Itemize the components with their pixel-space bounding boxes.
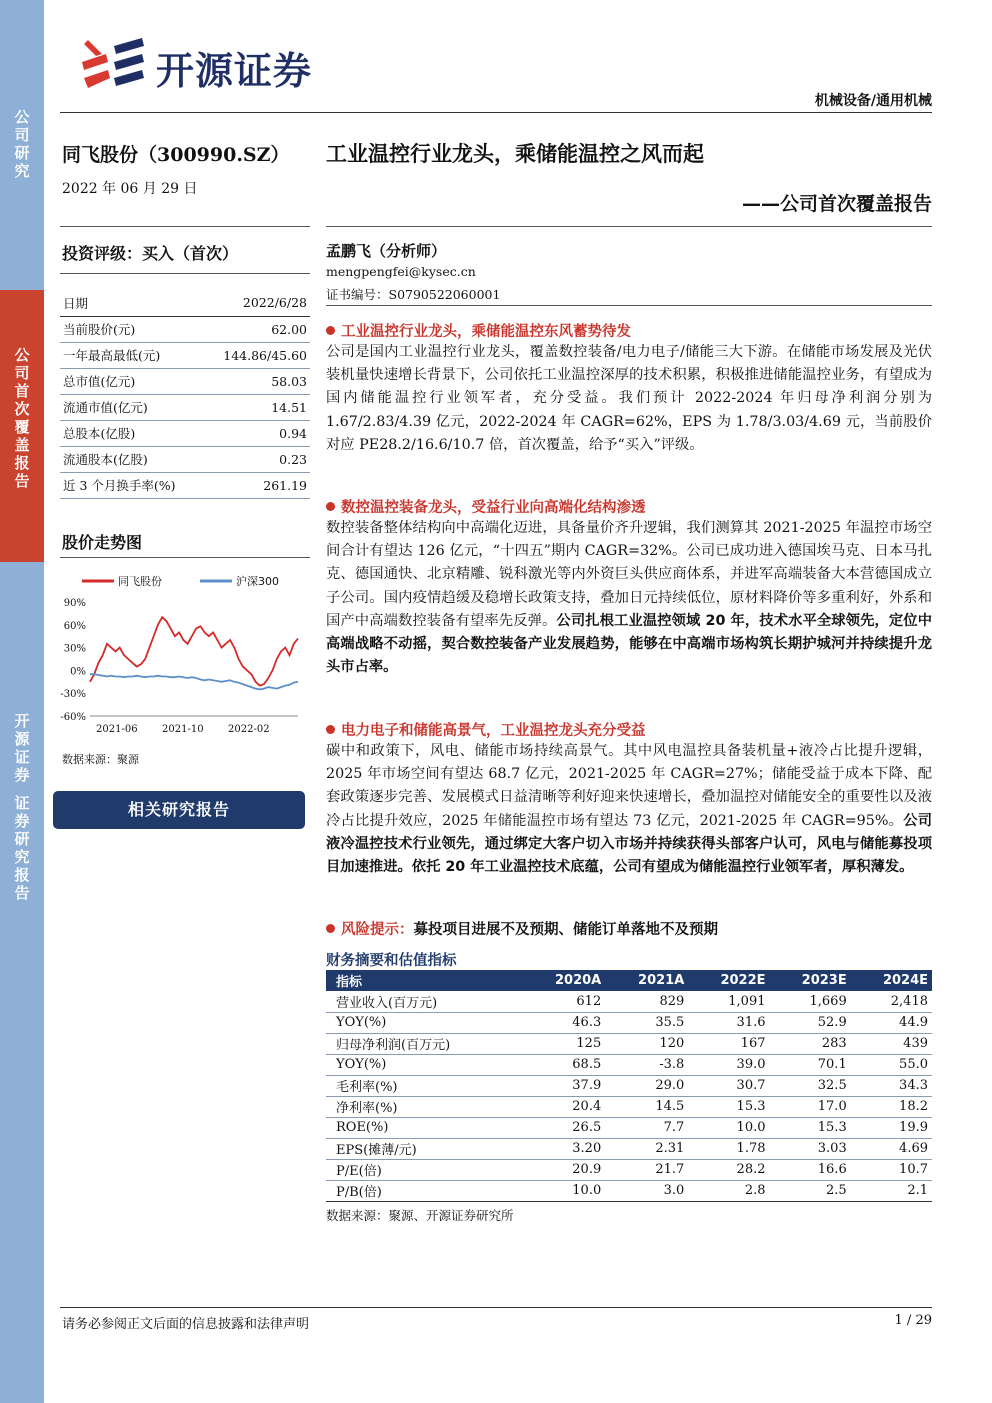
market-data-label: 当前股价(元) [60, 316, 202, 342]
header-divider [60, 112, 932, 113]
section-bold-text: 公司液冷温控技术行业领先，通过绑定大客户切入市场并持续获得头部客户认可，风电与储能募投项目加速推进。依托 20 年工业温控技术底蕴，公司有望成为储能温控行业领军者，厚积薄发。 [326, 812, 932, 876]
financials-cell: P/B(倍) [326, 1180, 522, 1201]
financials-cell: 18.2 [851, 1096, 932, 1117]
financials-cell: 7.7 [605, 1117, 688, 1138]
market-data-value: 0.94 [202, 420, 310, 446]
financials-row [326, 1012, 932, 1033]
financials-row [326, 1033, 932, 1054]
footer-disclaimer: 请务必参阅正文后面的信息披露和法律声明 [62, 1317, 310, 1332]
financials-header-cell: 2020A [522, 970, 605, 991]
market-data-value: 58.03 [202, 368, 310, 394]
financials-header-cell: 2022E [688, 970, 769, 991]
market-data-table [60, 290, 310, 499]
market-data-value: 2022/6/28 [202, 290, 310, 316]
financials-cell: 439 [851, 1033, 932, 1054]
financials-cell: -3.8 [605, 1054, 688, 1075]
spine-top-label: 公司研究 [14, 108, 30, 180]
spine-middle-label: 公司首次覆盖报告 [14, 346, 30, 490]
industry-label: 机械设备/通用机械 [814, 93, 932, 109]
financials-cell: 37.9 [522, 1075, 605, 1096]
financials-cell: 2.5 [770, 1180, 851, 1201]
financials-cell: 3.03 [770, 1138, 851, 1159]
spine-bottom-band [0, 562, 44, 1403]
financials-cell: 55.0 [851, 1054, 932, 1075]
section-bold-text: 公司扎根工业温控领域 20 年，技术水平全球领先，定位中高端战略不动摇，契合数控装备产业发展趋势，能够在中高端市场构筑长期护城河并持续提升龙头市占率。 [326, 612, 932, 676]
risk-label: 风险提示： [341, 922, 414, 938]
financials-cell: 120 [605, 1033, 688, 1054]
y-tick-label: 90% [63, 598, 86, 609]
rating-divider [60, 273, 310, 274]
financials-cell: 3.0 [605, 1180, 688, 1201]
financials-cell: 31.6 [688, 1012, 769, 1033]
section-text: 碳中和政策下，风电、储能市场持续高景气。其中风电温控具备装机量+液冷占比提升逻辑，2025 年市场空间有望达 68.7 亿元，2021-2025 年 CAGR=27%；储能受益于成本下降、配套政策逐步完善、发展模式日益清晰等利好迎来快速增长，叠加温控对储能安全的重要性以及液冷占比提升效应，2025 年储能温控市场有望达 73 亿元，2021-2025 年 CAGR=95%。 [326, 743, 932, 829]
financials-cell: 14.5 [605, 1096, 688, 1117]
market-data-row [60, 472, 310, 498]
chart-divider [60, 557, 310, 558]
financials-cell: 15.3 [770, 1117, 851, 1138]
section-heading-1 [326, 320, 631, 341]
financials-cell: 30.7 [688, 1075, 769, 1096]
financials-row [326, 1075, 932, 1096]
x-tick-label: 2021-10 [162, 724, 204, 735]
price-trend-chart [58, 566, 310, 742]
financials-cell: 44.9 [851, 1012, 932, 1033]
financials-row [326, 1096, 932, 1117]
bullet-dot-icon [326, 502, 335, 511]
market-data-row [60, 368, 310, 394]
footer-divider [60, 1307, 932, 1308]
section-body-2 [326, 517, 932, 679]
financials-cell: 4.69 [851, 1138, 932, 1159]
market-data-value: 62.00 [202, 316, 310, 342]
bullet-dot-icon [326, 725, 335, 734]
financials-cell: 2.8 [688, 1180, 769, 1201]
financials-cell: YOY(%) [326, 1054, 522, 1075]
x-tick-label: 2022-02 [228, 724, 270, 735]
financials-cell: 1.78 [688, 1138, 769, 1159]
market-data-row [60, 446, 310, 472]
bullet-dot-icon [326, 326, 335, 335]
market-data-label: 总股本(亿股) [60, 420, 202, 446]
market-data-row [60, 290, 310, 316]
financials-cell: 70.1 [770, 1054, 851, 1075]
financials-cell: 68.5 [522, 1054, 605, 1075]
market-data-label: 日期 [60, 290, 202, 316]
legend-label: 同飞股份 [118, 575, 162, 588]
market-data-value: 144.86/45.60 [202, 342, 310, 368]
report-headline: 工业温控行业龙头，乘储能温控之风而起 [326, 142, 704, 166]
financials-header-cell: 2023E [770, 970, 851, 991]
financials-cell: 10.0 [688, 1117, 769, 1138]
section-body-1 [326, 341, 932, 457]
section-heading-text: 电力电子和储能高景气，工业温控龙头充分受益 [341, 723, 646, 739]
financials-row [326, 1054, 932, 1075]
y-tick-label: -60% [60, 712, 86, 723]
spine-bottom-label-2: 证券研究报告 [14, 794, 30, 902]
financials-header-cell: 指标 [326, 970, 522, 991]
financials-title: 财务摘要和估值指标 [326, 953, 457, 969]
financials-source: 数据来源：聚源、开源证券研究所 [326, 1208, 514, 1223]
financials-row [326, 1180, 932, 1201]
financials-cell: YOY(%) [326, 1012, 522, 1033]
y-tick-label: 60% [63, 620, 86, 632]
financials-cell: 167 [688, 1033, 769, 1054]
financials-cell: P/E(倍) [326, 1159, 522, 1180]
series-line [90, 617, 298, 685]
financials-table [326, 970, 932, 1202]
financials-row [326, 1159, 932, 1180]
market-data-row [60, 316, 310, 342]
market-data-label: 总市值(亿元) [60, 368, 202, 394]
financials-cell: 21.7 [605, 1159, 688, 1180]
market-data-value: 14.51 [202, 394, 310, 420]
brand-logo-icon [80, 36, 150, 92]
financials-cell: 283 [770, 1033, 851, 1054]
chart-title: 股价走势图 [62, 533, 143, 552]
market-data-label: 一年最高最低(元) [60, 342, 202, 368]
analyst-divider [326, 305, 932, 306]
financials-cell: 829 [605, 991, 688, 1012]
financials-cell: 2.31 [605, 1138, 688, 1159]
section-body-3 [326, 740, 932, 879]
stock-title: 同飞股份（300990.SZ） [62, 144, 290, 166]
risk-text: 募投项目进展不及预期、储能订单落地不及预期 [413, 922, 718, 938]
section-heading-2 [326, 496, 646, 517]
section-text: 数控装备整体结构向中高端化迈进，具备量价齐升逻辑，我们测算其 2021-2025 年温控市场空间合计有望达 126 亿元，“十四五”期内 CAGR=32%。公司已成功进入德国埃马克、日本马扎克、德国通快、北京精雕、锐科激光等内外资巨头供应商体系，并进军高端装备大本营德国成立子公司。国内疫情趋缓及稳增长政策支持，叠加日元持续低位，原材料降价等多重利好，外系和国产中高端数控装备有望率先反弹。 [326, 520, 932, 629]
financials-cell: 1,669 [770, 991, 851, 1012]
financials-cell: 1,091 [688, 991, 769, 1012]
financials-cell: 16.6 [770, 1159, 851, 1180]
financials-cell: 28.2 [688, 1159, 769, 1180]
headline-divider [326, 226, 932, 227]
financials-cell: 35.5 [605, 1012, 688, 1033]
chart-source: 数据来源：聚源 [62, 753, 139, 766]
section-heading-3 [326, 719, 646, 740]
brand-logo [80, 36, 360, 92]
x-tick-label: 2021-06 [96, 724, 138, 735]
related-reports-button[interactable]: 相关研究报告 [53, 791, 305, 829]
financials-row [326, 991, 932, 1012]
financials-cell: EPS(摊薄/元) [326, 1138, 522, 1159]
financials-header-cell: 2021A [605, 970, 688, 991]
financials-cell: 32.5 [770, 1075, 851, 1096]
y-tick-label: -30% [60, 689, 86, 701]
report-date: 2022 年 06 月 29 日 [62, 181, 198, 197]
market-data-label: 流通市值(亿元) [60, 394, 202, 420]
series-line [90, 674, 298, 689]
legend-label: 沪深300 [236, 575, 279, 588]
page-number: 1 / 29 [894, 1313, 932, 1328]
section-heading-text: 工业温控行业龙头，乘储能温控东风蓄势待发 [341, 324, 631, 340]
market-data-label: 流通股本(亿股) [60, 446, 202, 472]
financials-cell: 20.9 [522, 1159, 605, 1180]
financials-header-cell: 2024E [851, 970, 932, 991]
financials-cell: 46.3 [522, 1012, 605, 1033]
financials-cell: 15.3 [688, 1096, 769, 1117]
market-data-label: 近 3 个月换手率(%) [60, 472, 202, 498]
y-tick-label: 0% [70, 666, 86, 678]
financials-cell: 34.3 [851, 1075, 932, 1096]
financials-cell: 26.5 [522, 1117, 605, 1138]
risk-note [326, 918, 718, 939]
section-heading-text: 数控温控装备龙头，受益行业向高端化结构渗透 [341, 500, 646, 516]
financials-cell: 毛利率(%) [326, 1075, 522, 1096]
market-data-row [60, 342, 310, 368]
financials-cell: 10.7 [851, 1159, 932, 1180]
section-text: 公司是国内工业温控行业龙头，覆盖数控装备/电力电子/储能三大下游。在储能市场发展及光伏装机量快速增长背景下，公司依托工业温控深厚的技术积累，积极推进储能温控业务，有望成为国内储能温控行业领军者，充分受益。我们预计 2022-2024 年归母净利润分别为 1.67/2.83/4.39 亿元，2022-2024 年 CAGR=62%，EPS 为 1.78/3.03/4.69 元，当前股价对应 PE28.2/16.6/10.7 倍，首次覆盖，给予“买入”评级。 [326, 344, 932, 453]
financials-cell: 125 [522, 1033, 605, 1054]
spine-top-band [0, 0, 44, 290]
spine-middle-band [0, 290, 44, 562]
market-data-row [60, 420, 310, 446]
brand-name: 开源证券 [156, 49, 313, 93]
financials-cell: 29.0 [605, 1075, 688, 1096]
market-data-row [60, 394, 310, 420]
financials-cell: ROE(%) [326, 1117, 522, 1138]
financials-row [326, 1138, 932, 1159]
market-data-value: 261.19 [202, 472, 310, 498]
financials-cell: 19.9 [851, 1117, 932, 1138]
analyst-email[interactable]: mengpengfei@kysec.cn [326, 264, 476, 279]
investment-rating: 投资评级：买入（首次） [62, 244, 239, 263]
financials-cell: 净利率(%) [326, 1096, 522, 1117]
financials-cell: 3.20 [522, 1138, 605, 1159]
report-subheadline: ——公司首次覆盖报告 [741, 193, 932, 215]
spine-bottom-label-1: 开源证券 [14, 712, 30, 784]
financials-cell: 10.0 [522, 1180, 605, 1201]
financials-row [326, 1117, 932, 1138]
analyst-cert: 证书编号：S0790522060001 [326, 287, 501, 302]
market-data-value: 0.23 [202, 446, 310, 472]
financials-cell: 17.0 [770, 1096, 851, 1117]
analyst-name: 孟鹏飞（分析师） [326, 242, 447, 260]
financials-cell: 2,418 [851, 991, 932, 1012]
financials-cell: 612 [522, 991, 605, 1012]
financials-cell: 52.9 [770, 1012, 851, 1033]
left-top-divider [60, 226, 310, 227]
bullet-dot-icon [326, 924, 335, 933]
financials-cell: 20.4 [522, 1096, 605, 1117]
financials-cell: 2.1 [851, 1180, 932, 1201]
y-tick-label: 30% [63, 643, 86, 655]
financials-cell: 归母净利润(百万元) [326, 1033, 522, 1054]
financials-cell: 39.0 [688, 1054, 769, 1075]
financials-cell: 营业收入(百万元) [326, 991, 522, 1012]
